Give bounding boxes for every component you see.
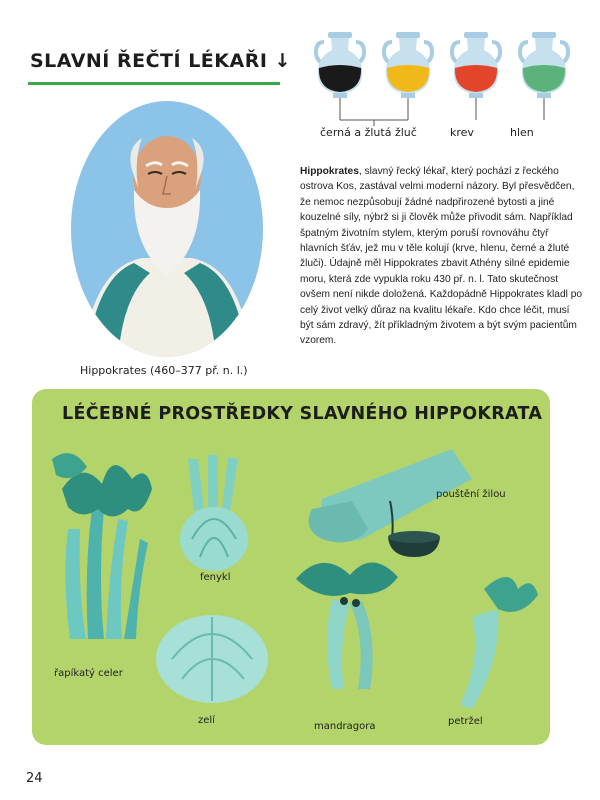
page-title-text: SLAVNÍ ŘEČTÍ LÉKAŘI [30,50,268,72]
arrow-down-icon: ↓ [274,50,291,72]
cabbage-illustration [156,615,268,703]
humors-vases-illustration [296,28,586,138]
label-mandrake: mandragora [314,721,376,732]
vase-label-phlegm: hlen [510,126,534,139]
label-bloodletting: pouštění žilou [436,489,506,500]
body-text: , slavný řecký lékař, který pochází z řeckého ostrova Kos, zastával velmi moderní názory. Byl přesvědčen, že nemoc nezpůsobují žádné nadpřirozené bytosti a jiné kouzelné síly, nýbrž si ji člověk může přivodit sám. Například špatným životním stylem, kterým poruší rovnováhu čtyř hlavních šťáv, jež mu v těle kolují (krve, hlenu, černé a žluté žluči). Údajně měl Hippokrates zbavit Athény silné epidemie moru, která zde vypukla roku 430 př. n. l. Tato skutečnost ovšem není nikde doložená. Každopádně Hippokrates kladl po celý život velký důraz na kvalitu lékaře. Kdo chce léčit, musí být sám zdravý, žít příkladným životem a být svým pacientům vzorem. [300,166,583,347]
label-celery: řapíkatý celer [54,668,123,679]
body-name: Hippokrates [300,166,359,177]
label-parsley: petržel [448,716,483,727]
portrait-caption: Hippokrates (460–377 př. n. l.) [80,364,248,377]
fennel-illustration [180,455,248,571]
remedies-panel-title: LÉČEBNÉ PROSTŘEDKY SLAVNÉHO HIPPOKRATA [62,404,543,424]
bloodletting-illustration [309,449,472,557]
page-title [30,50,291,72]
page-number: 24 [26,771,43,786]
parsley-illustration [460,577,538,709]
remedies-illustrations [32,389,550,745]
mandrake-illustration [296,562,398,689]
title-underline [28,82,280,85]
vase-label-bile: černá a žlutá žluč [320,126,417,139]
hippocrates-portrait [62,98,272,360]
celery-illustration [52,453,152,639]
vase-label-blood: krev [450,126,474,139]
label-fennel: fenykl [200,572,231,583]
label-cabbage: zelí [198,715,215,726]
body-paragraph [300,164,584,349]
